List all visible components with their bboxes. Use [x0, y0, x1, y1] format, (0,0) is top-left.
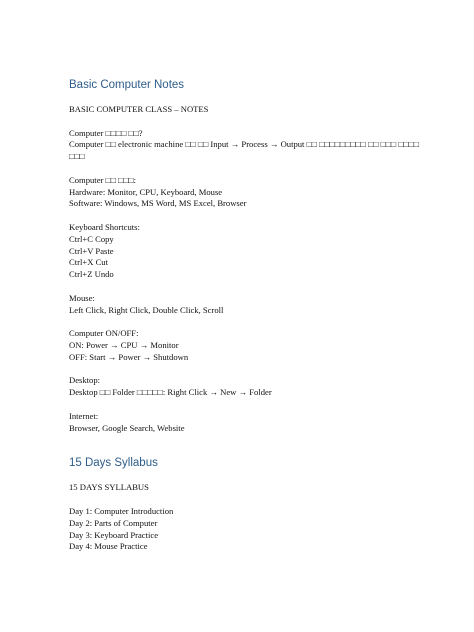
text-line: Day 4: Mouse Practice [69, 541, 148, 552]
paragraph-what-is-computer [69, 128, 429, 163]
paragraph-class-title [69, 104, 429, 116]
paragraph-keyboard-shortcuts [69, 222, 429, 281]
paragraph-mouse [69, 293, 429, 317]
text-line: Keyboard Shortcuts: [69, 221, 140, 232]
paragraph-syllabus-days [69, 506, 429, 553]
text-line: Left Click, Right Click, Double Click, Scroll [69, 304, 224, 315]
text-line: Browser, Google Search, Website [69, 422, 185, 433]
text-line: Computer □□ □□□: [69, 174, 137, 185]
text-line: Computer □□ electronic machine □□ □□ Input → Process → Output □□ □□□□□□□□□ □□ □□□ □□□□ □□□ [69, 139, 419, 162]
text-line: Day 2: Parts of Computer [69, 517, 158, 528]
text-line: Desktop □□ Folder □□□□□: Right Click → New → Folder [69, 387, 272, 398]
section-heading-basic-computer-notes: Basic Computer Notes [69, 79, 185, 91]
text-line: OFF: Start → Power → Shutdown [69, 351, 189, 362]
text-line: 15 DAYS SYLLABUS [69, 482, 149, 493]
text-line: ON: Power → CPU → Monitor [69, 339, 179, 350]
section-heading-15-days-syllabus: 15 Days Syllabus [69, 457, 158, 470]
paragraph-internet [69, 411, 429, 435]
document-content [69, 78, 429, 553]
text-line: Ctrl+Z Undo [69, 269, 114, 280]
text-line: Computer □□□□ □□? [69, 127, 143, 138]
text-line: Hardware: Monitor, CPU, Keyboard, Mouse [69, 186, 223, 197]
text-line: Ctrl+C Copy [69, 233, 114, 244]
text-line: Mouse: [69, 292, 95, 303]
text-line: Day 3: Keyboard Practice [69, 529, 159, 540]
paragraph-computer-parts [69, 175, 429, 210]
text-line: Desktop: [69, 375, 101, 386]
text-line: Ctrl+V Paste [69, 245, 114, 256]
text-line: Software: Windows, MS Word, MS Excel, Browser [69, 198, 247, 209]
paragraph-computer-on-off [69, 328, 429, 363]
text-line: Ctrl+X Cut [69, 257, 108, 268]
text-line: Computer ON/OFF: [69, 328, 139, 339]
text-line: Internet: [69, 410, 99, 421]
text-line: Day 1: Computer Introduction [69, 505, 174, 516]
text-line: BASIC COMPUTER CLASS – NOTES [69, 104, 209, 114]
paragraph-desktop [69, 375, 429, 399]
paragraph-syllabus-title [69, 482, 429, 494]
